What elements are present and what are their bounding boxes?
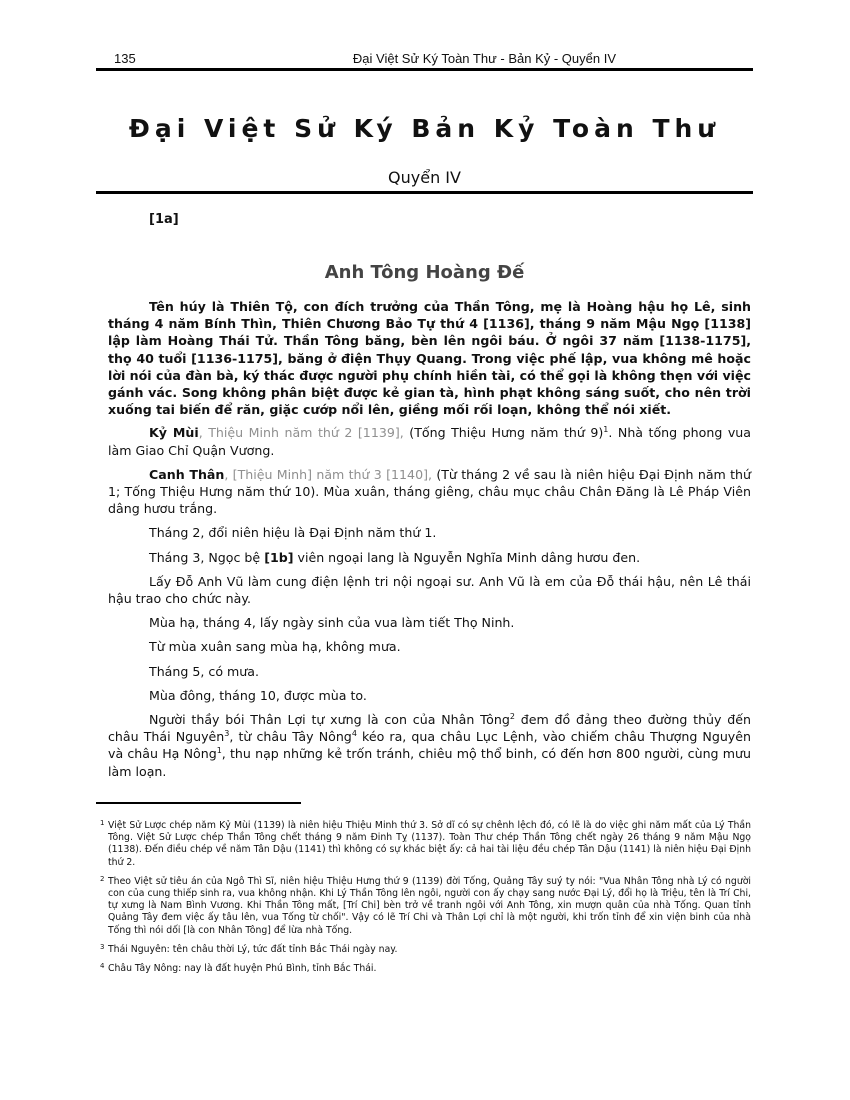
- footnotes: [100, 820, 751, 982]
- paragraph-lay-do-anh-vu: Lấy Đỗ Anh Vũ làm cung điện lệnh tri nội ngoại sư. Anh Vũ là em của Đỗ thái hậu, nên Lê thái hậu trao cho chức này.: [108, 573, 751, 607]
- song-era-note: (Tống Thiệu Hưng năm thứ 9): [403, 425, 604, 441]
- page-anchor-marker: [1a]: [149, 212, 179, 227]
- footnote: [100, 876, 751, 937]
- footnote-mark: 3: [100, 942, 105, 951]
- paragraph-text: , thu nạp những kẻ trốn tránh, chiêu mộ thổ binh, có đến hơn 800 người, cùng mưu làm loạn.: [108, 746, 751, 779]
- footnote: [100, 944, 751, 956]
- footnote-text: Việt Sử Lược chép năm Kỷ Mùi (1139) là niên hiệu Thiệu Minh thứ 3. Sở dĩ có sự chênh lệch đó, có lẽ là do việc ghi năm mất của Lý Thần Tông. Việt Sử Lược chép Thần Tông chết tháng 9 năm Đinh Tỵ (1137). Toàn Thư chép Thần Tông chết ngày 26 tháng 9 năm Mậu Ngọ (1138). Đến điều chép về năm Tân Dậu (1141) thì không có sự khác biệt ấy: cả hai tài liệu đều chép Tân Dậu (1141) là niên hiệu Đại Định thứ 2.: [108, 820, 751, 868]
- paragraph-text: , từ châu Tây Nông: [229, 729, 352, 745]
- footnote-text: Theo Việt sử tiêu án của Ngô Thì Sĩ, niên hiệu Thiệu Hưng thứ 9 (1139) đời Tống, Quảng Tây suý ty nói: "Vua Nhân Tông nhà Lý có người con của cung thiếp sinh ra, vua không nhận. Khi Lý Thần Tông lên ngôi, người con ấy chạy sang nước Đại Lý, đổi họ là Triệu, tên là Trí Chi, tự xưng là Nam Bình Vương. Khi Thần Tông mất, [Trí Chi] bèn trở về tranh ngôi với Anh Tông, xin mượn quân của nhà Tống. Quan tỉnh Quảng Tây đem việc ấy tâu lên, vua Tống từ chối". Vậy có lẽ Trí Chi và Thân Lợi chỉ là một người, khi trốn tỉnh để xin viện binh của nhà Tống thì nói dối [là con Nhân Tông] để lừa nhà Tống.: [108, 875, 751, 936]
- document-subtitle: Quyển IV: [388, 168, 461, 187]
- header-rule: [96, 68, 753, 71]
- document-title: Đại Việt Sử Ký Bản Kỷ Toàn Thư: [128, 114, 721, 143]
- paragraph-mua-ha: Mùa hạ, tháng 4, lấy ngày sinh của vua làm tiết Thọ Ninh.: [149, 615, 515, 631]
- section-title: Anh Tông Hoàng Đế: [324, 262, 525, 283]
- year-label: Canh Thân: [149, 466, 225, 482]
- footnote: [100, 963, 751, 975]
- footnote-text: Châu Tây Nông: nay là đất huyện Phú Bình, tỉnh Bắc Thái.: [108, 963, 377, 975]
- footnote-text: Thái Nguyên: tên châu thời Lý, tức đất tỉnh Bắc Thái ngày nay.: [108, 943, 398, 955]
- footnote: [100, 820, 751, 869]
- intro-paragraph: Tên húy là Thiên Tộ, con đích trưởng của Thần Tông, mẹ là Hoàng hậu họ Lê, sinh tháng 4 năm Bính Thìn, Thiên Chương Bảo Tự thứ 4 [1136], tháng 9 năm Mậu Ngọ [1138] lập làm Hoàng Thái Tử. Thần Tông băng, bèn lên ngôi báu. Ở ngôi 37 năm [1138-1175], thọ 40 tuổi [1136-1175], băng ở điện Thụy Quang. Trong việc phế lập, vua không mê hoặc lời nói của đàn bà, ký thác được người phụ chính hiền tài, có thể gọi là không thẹn với việc gánh vác. Song không phân biệt được kẻ gian tà, hình phạt không sáng suốt, cho nên trời xuống tai biến để răn, giặc cướp nổi lên, giềng mối rối loạn, không thể nói xiết.: [108, 299, 751, 418]
- page-anchor-inline: [1b]: [264, 549, 294, 565]
- footnote-ref: 3: [224, 729, 230, 739]
- paragraph-ky-mui: [108, 424, 751, 458]
- footnote-ref: 2: [509, 711, 515, 721]
- paragraph-text: Người thầy bói Thân Lợi tự xưng là con của Nhân Tông: [149, 712, 510, 728]
- footnote-mark: 2: [100, 874, 105, 883]
- footnote-mark: 1: [100, 819, 105, 827]
- paragraph-thang-2: Tháng 2, đổi niên hiệu là Đại Định năm thứ 1.: [149, 525, 437, 541]
- body-text: [108, 298, 751, 787]
- footnote-ref: 1: [603, 425, 609, 435]
- year-label: Kỷ Mùi: [149, 425, 199, 441]
- footnote-mark: 4: [100, 962, 105, 971]
- title-rule: [96, 191, 753, 194]
- footnote-ref: 4: [351, 729, 357, 739]
- paragraph-text: kéo ra, qua châu Lục Lệnh, vào chiếm châu Thượng Nguyên và châu Hạ Nông: [108, 729, 751, 762]
- paragraph-thang-3: [108, 549, 751, 566]
- paragraph-thang-5: Tháng 5, có mưa.: [149, 663, 259, 679]
- paragraph-text: (Từ tháng 2 về sau là niên hiệu Đại Định năm thứ 1; Tống Thiệu Hưng năm thứ 10). Mùa xuân, tháng giêng, châu mục châu Chân Đăng là Lê Pháp Viên dâng hươu trắng.: [108, 466, 752, 517]
- paragraph-tu-mua-xuan: Từ mùa xuân sang mùa hạ, không mưa.: [149, 639, 401, 655]
- footnote-ref: 1: [216, 746, 222, 756]
- footnote-separator: [96, 802, 301, 804]
- paragraph-than-loi: [108, 711, 751, 780]
- paragraph-mua-dong: Mùa đông, tháng 10, được mùa to.: [149, 687, 367, 703]
- running-header: [96, 49, 752, 69]
- paragraph-canh-than: [108, 466, 751, 518]
- paragraph-text: Tháng 3, Ngọc bệ: [149, 549, 265, 565]
- paragraph-text: viên ngoại lang là Nguyễn Nghĩa Minh dâng hươu đen.: [293, 549, 641, 565]
- era-note: , [Thiệu Minh] năm thứ 3 [1140],: [224, 466, 433, 482]
- paragraph-text: . Nhà tống phong vua làm Giao Chỉ Quận Vương.: [108, 425, 752, 458]
- paragraph-text: đem đồ đảng theo đường thủy đến châu Thái Nguyên: [108, 712, 752, 745]
- running-title: Đại Việt Sử Ký Toàn Thư - Bản Kỷ - Quyển IV: [352, 51, 616, 66]
- page-number: 135: [114, 51, 136, 66]
- era-note: , Thiệu Minh năm thứ 2 [1139],: [198, 425, 404, 441]
